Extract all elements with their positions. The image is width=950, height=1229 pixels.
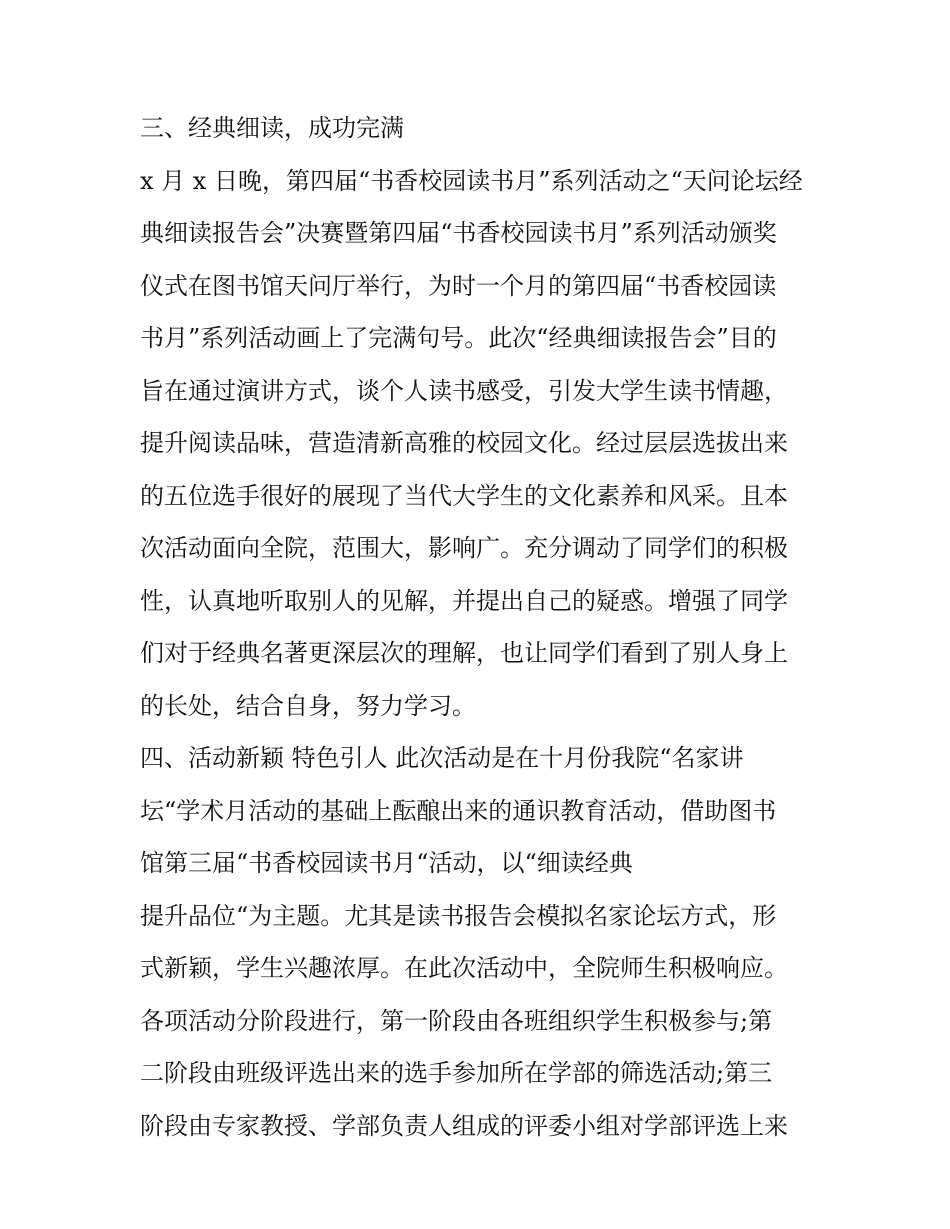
paragraph-line: 仪式在图书馆天问厅举行，为时一个月的第四届“书香校园读 (140, 271, 777, 300)
paragraph-line: 次活动面向全院，范围大，影响广。充分调动了同学们的积极 (140, 534, 788, 562)
section-heading-4: 四、活动新颖 特色引人 此次活动是在十月份我院“名家讲 (140, 744, 744, 772)
paragraph-line: 的长处，结合自身，努力学习。 (140, 691, 476, 720)
body-text (140, 108, 830, 1158)
paragraph-line: 坛“学术月活动的基础上酝酿出来的通识教育活动，借助图书 (140, 796, 777, 825)
paragraph-line: 提升品位“为主题。尤其是读书报告会模拟名家论坛方式，形 (140, 901, 777, 930)
paragraph-line: 旨在通过演讲方式，谈个人读书感受，引发大学生读书情趣， (140, 376, 788, 405)
paragraph-line: 提升阅读品味，营造清新高雅的校园文化。经过层层选拔出来 (140, 429, 788, 457)
paragraph-line: x 月 x 日晚，第四届“书香校园读书月”系列活动之“天问论坛经 (140, 166, 803, 195)
paragraph-line: 二阶段由班级评选出来的选手参加所在学部的筛选活动;第三 (140, 1059, 773, 1087)
paragraph-line: 的五位选手很好的展现了当代大学生的文化素养和风采。且本 (140, 481, 788, 510)
paragraph-line: 们对于经典名著更深层次的理解，也让同学们看到了别人身上 (140, 639, 788, 667)
paragraph-line: 性，认真地听取别人的见解，并提出自己的疑惑。增强了同学 (140, 586, 788, 615)
paragraph-line: 书月”系列活动画上了完满句号。此次“经典细读报告会”目的 (140, 324, 777, 352)
paragraph-line: 式新颖，学生兴趣浓厚。在此次活动中，全院师生积极响应。 (140, 954, 788, 982)
paragraph-line: 阶段由专家教授、学部负责人组成的评委小组对学部评选上来 (140, 1111, 788, 1140)
paragraph-line: 各项活动分阶段进行，第一阶段由各班组织学生积极参与;第 (140, 1006, 773, 1035)
section-heading-3: 三、经典细读，成功完满 (140, 114, 404, 142)
paragraph-line: 馆第三届“书香校园读书月“活动，以“细读经典 (140, 849, 633, 877)
paragraph-line: 典细读报告会”决赛暨第四届“书香校园读书月”系列活动颁奖 (140, 219, 777, 247)
